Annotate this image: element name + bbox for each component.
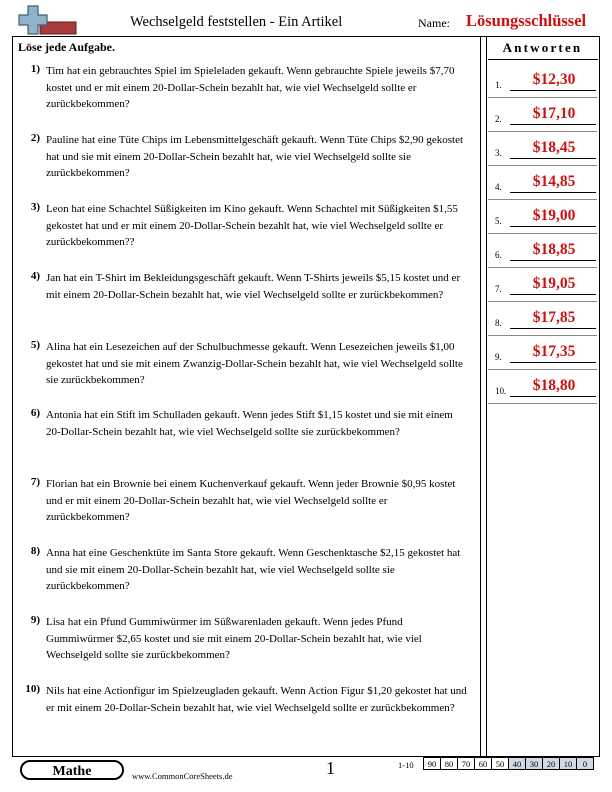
answer-number: 2. [495,114,502,124]
score-cell: 30 [526,758,543,770]
answer-row [486,302,599,336]
answer-underline [510,90,596,91]
answer-underline [510,158,596,159]
score-cell: 50 [492,758,509,770]
answer-number: 6. [495,250,502,260]
answer-value: $19,05 [532,275,576,292]
worksheet-title: Wechselgeld feststellen - Ein Artikel [130,14,343,30]
answer-number: 7. [495,284,502,294]
question-text: Tim hat ein gebrauchtes Spiel im Spieleladen gekauft. Wenn gebrauchte Spiele jeweils $7,70 kostet und er mit einem 20-Dollar-Schein bezahlt hat, wie viel Wechselgeld sollte er zurückbekommen? [46,65,455,110]
answer-row [486,132,599,166]
answer-underline [510,328,596,329]
answer-underline [510,226,596,227]
answers-title: Antworten [502,40,583,55]
instruction-text: Löse jede Aufgabe. [18,40,115,54]
score-cell: 10 [560,758,577,770]
answer-underline [510,396,596,397]
answer-row [486,268,599,302]
question-text: Anna hat eine Geschenktüte im Santa Store gekauft. Wenn Geschenktasche $2,15 gekostet hat und sie mit einem 20-Dollar-Schein bezahlt hat, wie viel Wechselgeld sollte sie zurückbekommen? [46,547,461,592]
page-number: 1 [326,758,335,778]
site-url: www.CommonCoreSheets.de [132,771,233,781]
score-cell: 40 [509,758,526,770]
answer-value: $12,30 [532,71,576,88]
question-number: 2) [30,132,40,144]
question-text: Nils hat eine Actionfigur im Spielzeugladen gekauft. Wenn Action Figur $1,20 gekostet hat und er mit einem 20-Dollar-Schein bezahlt hat, wie viel Wechselgeld sollte er zurückbekommen? [46,685,467,714]
answer-value: $19,00 [532,207,576,224]
question-number: 8) [30,545,40,557]
score-cell: 80 [441,758,458,770]
name-label: Name: [418,16,450,30]
question-number: 7) [30,476,40,488]
answer-number: 4. [495,182,502,192]
score-range-label: 1-10 [398,760,414,770]
question-text: Alina hat ein Lesezeichen auf der Schulbuchmesse gekauft. Wenn Lesezeichen jeweils $1,00 gekostet hat und sie mit einem Zwanzig-Dollar-Schein bezahlt hat, wie viel Wechselgeld sollte sie zurückbekommen? [46,341,463,386]
question-number: 3) [30,201,40,213]
subject-badge: Mathe [20,760,124,780]
answer-number: 10. [495,386,507,396]
question-number: 1) [30,63,40,75]
question-text: Lisa hat ein Pfund Gummiwürmer im Süßwarenladen gekauft. Wenn jedes Pfund Gummiwürmer $2,65 kostet und sie mit einem 20-Dollar-Schein bezahlt hat, wie viel Wechselgeld sollte sie zurückbekommen? [46,616,422,661]
answer-value: $18,85 [532,241,576,258]
header-divider [12,36,600,37]
question-number: 4) [30,270,40,282]
answer-number: 8. [495,318,502,328]
answer-row [486,64,599,98]
answer-value: $17,35 [532,343,576,360]
question-number: 10) [25,683,40,695]
answer-row [486,336,599,370]
name-value: Lösungsschlüssel [466,11,587,30]
score-table [423,757,594,770]
score-cell: 0 [577,758,594,770]
answer-row [486,98,599,132]
question-text: Pauline hat eine Tüte Chips im Lebensmittelgeschäft gekauft. Wenn Tüte Chips $2,90 gekostet hat und sie mit einem 20-Dollar-Schein bezahlt hat, wie viel Wechselgeld sollte sie zurückbekommen? [46,134,464,179]
answer-number: 5. [495,216,502,226]
answer-separator [488,403,597,404]
question-number: 6) [30,407,40,419]
answer-number: 9. [495,352,502,362]
answer-number: 1. [495,80,502,90]
score-cell: 20 [543,758,560,770]
right-border [599,36,600,756]
question-text: Florian hat ein Brownie bei einem Kuchenverkauf gekauft. Wenn jeder Brownie $0,95 kostet und er mit einem 20-Dollar-Schein bezahlt hat, wie viel Wechselgeld sollte er zurückbekommen? [46,478,456,523]
score-cell: 70 [458,758,475,770]
plus-minus-logo-icon [18,4,78,38]
answer-underline [510,124,596,125]
question-number: 5) [30,339,40,351]
answer-underline [510,294,596,295]
answer-underline [510,260,596,261]
question-text: Leon hat eine Schachtel Süßigkeiten im Kino gekauft. Wenn Schachtel mit Süßigkeiten $1,55 gekostet hat und er mit einem 20-Dollar-Schein bezahlt hat, wie viel Wechselgeld sollte er zurückbekommen?? [46,203,458,248]
question-text: Antonia hat ein Stift im Schulladen gekauft. Wenn jedes Stift $1,15 kostet und sie mit einem 20-Dollar-Schein bezahlt hat, wie viel Wechselgeld sollte sie zurückbekommen? [46,409,453,438]
answers-title-underline [488,59,598,60]
answer-number: 3. [495,148,502,158]
left-border [12,36,13,756]
answer-value: $14,85 [532,173,576,190]
answer-value: $18,45 [532,139,576,156]
answer-row [486,234,599,268]
score-cell: 60 [475,758,492,770]
answer-value: $17,10 [532,105,576,122]
question-number: 9) [30,614,40,626]
question-text: Jan hat ein T-Shirt im Bekleidungsgeschäft gekauft. Wenn T-Shirts jeweils $5,15 kostet und er mit einem 20-Dollar-Schein bezahlt hat, wie viel Wechselgeld sollte er zurückbekommen? [46,272,461,301]
answer-row [486,166,599,200]
answer-value: $17,85 [532,309,576,326]
score-cell: 90 [424,758,441,770]
answer-underline [510,362,596,363]
answer-row [486,370,599,404]
answer-column-divider [480,36,481,756]
answer-value: $18,80 [532,377,576,394]
answer-underline [510,192,596,193]
answer-row [486,200,599,234]
